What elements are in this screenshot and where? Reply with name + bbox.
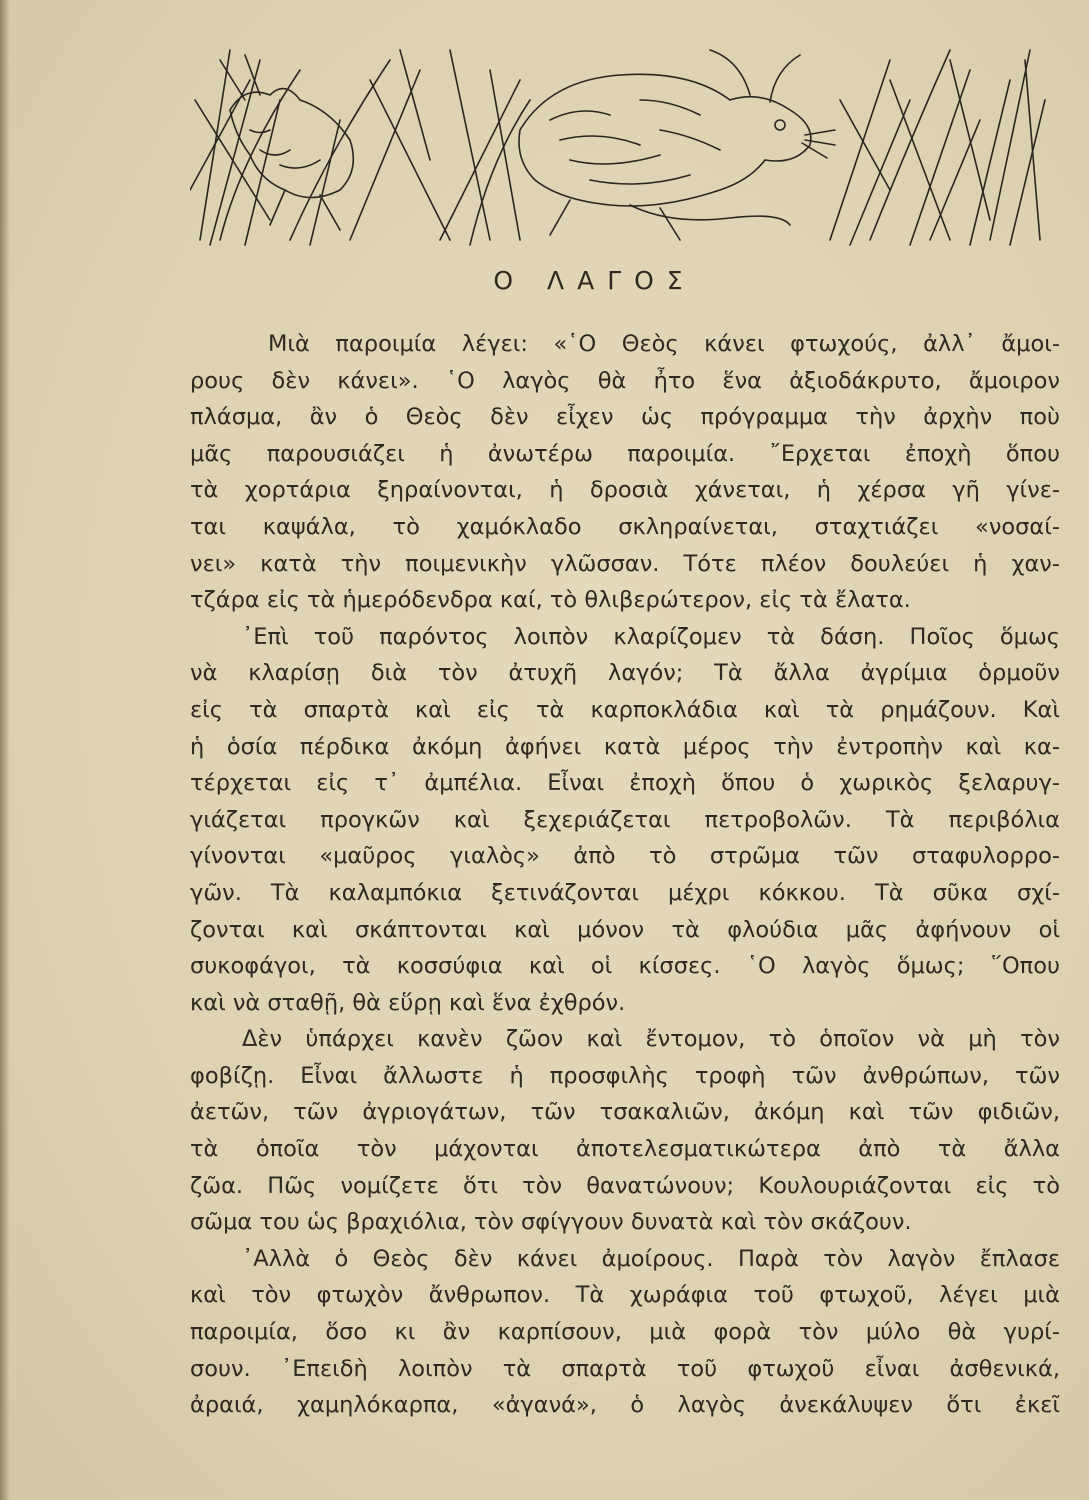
text-line: γίνονται «μαῦρος γιαλὸς» ἀπὸ τὸ στρῶμα τῶν σταφυλορρο-	[190, 843, 1060, 870]
text-line: τέρχεται εἰς τ᾽ ἀμπέλια. Εἶναι ἐποχὴ ὅπου ὁ χωρικὸς ξελαρυγ-	[190, 770, 1060, 797]
text-line: νει» κατὰ τὴν ποιμενικὴν γλῶσσαν. Τότε πλέον δουλεύει ἡ χαν-	[190, 550, 1060, 577]
text-line: ζῶα. Πῶς νομίζετε ὅτι τὸν θανατώνουν; Κουλουριάζονται εἰς τὸ	[190, 1172, 1060, 1199]
text-line: ζονται καὶ σκάπτονται καὶ μόνον τὰ φλούδια μᾶς ἀφήνουν οἱ	[190, 916, 1060, 943]
text-line: συκοφάγοι, τὰ κοσσύφια καὶ οἱ κίσσες. ῾Ο λαγὸς ὅμως; ῞Οπου	[190, 953, 1060, 980]
page-title: Ο ΛΑΓΟΣ	[493, 266, 696, 295]
text-line: σουν. ᾽Επειδὴ λοιπὸν τὰ σπαρτὰ τοῦ φτωχοῦ εἶναι ἀσθενικά,	[190, 1355, 1060, 1382]
text-line: τὰ χορτάρια ξηραίνονται, ἡ δροσιὰ χάνεται, ἡ χέρσα γῆ γίνε-	[190, 477, 1060, 504]
text-line: ᾽Επὶ τοῦ παρόντος λοιπὸν κλαρίζομεν τὰ δάση. Ποῖος ὅμως	[242, 623, 1060, 650]
text-line: καὶ νὰ σταθῇ, θὰ εὕρῃ καὶ ἕνα ἐχθρόν.	[190, 989, 626, 1016]
text-line: τὰ ὁποῖα τὸν μάχονται ἀποτελεσματικώτερα ἀπὸ τὰ ἄλλα	[190, 1136, 1060, 1163]
text-line: Δὲν ὑπάρχει κανὲν ζῶον καὶ ἔντομον, τὸ ὁποῖον νὰ μὴ τὸν	[242, 1026, 1060, 1053]
text-line: φοβίζῃ. Εἶναι ἄλλωστε ἡ προσφιλὴς τροφὴ τῶν ἀνθρώπων, τῶν	[190, 1062, 1060, 1089]
text-line: ἀετῶν, τῶν ἀγριογάτων, τῶν τσακαλιῶν, ἀκόμη καὶ τῶν φιδιῶν,	[190, 1099, 1060, 1126]
text-line: ἀραιά, χαμηλόκαρπα, «ἀγανά», ὁ λαγὸς ἀνεκάλυψεν ὅτι ἐκεῖ	[190, 1392, 1060, 1419]
text-line: καὶ τὸν φτωχὸν ἄνθρωπον. Τὰ χωράφια τοῦ φτωχοῦ, λέγει μιὰ	[190, 1282, 1060, 1309]
text-line: Μιὰ παροιμία λέγει: «῾Ο Θεὸς κάνει φτωχούς, ἀλλ᾽ ἄμοι-	[268, 331, 1060, 357]
text-line: ρους δὲν κάνει». ῾Ο λαγὸς θὰ ἦτο ἕνα ἀξιοδάκρυτο, ἄμοιρον	[190, 367, 1060, 394]
body-text	[190, 326, 1060, 1424]
text-line: πλάσμα, ἂν ὁ Θεὸς δὲν εἶχεν ὡς πρόγραμμα τὴν ἀρχὴν ποὺ	[190, 404, 1060, 431]
text-line: ἡ ὁσία πέρδικα ἀκόμη ἀφήνει κατὰ μέρος τὴν ἐντροπὴν καὶ κα-	[190, 733, 1060, 760]
text-line: εἰς τὰ σπαρτὰ καὶ εἰς τὰ καρποκλάδια καὶ τὰ ρημάζουν. Καὶ	[190, 696, 1060, 723]
text-line: γῶν. Τὰ καλαμπόκια ξετινάζονται μέχρι κόκκου. Τὰ σῦκα σχί-	[190, 879, 1060, 906]
text-line: ᾽Αλλὰ ὁ Θεὸς δὲν κάνει ἀμοίρους. Παρὰ τὸν λαγὸν ἔπλασε	[242, 1245, 1060, 1272]
hare-illustration	[190, 40, 1050, 250]
text-line: μᾶς παρουσιάζει ἡ ἀνωτέρω παροιμία. ῎Ερχεται ἐποχὴ ὅπου	[190, 440, 1060, 467]
text-line: γιάζεται προγκῶν καὶ ξεχεριάζεται πετροβολῶν. Τὰ περιβόλια	[190, 806, 1060, 833]
text-line: τζάρα εἰς τὰ ἡμερόδενδρα καί, τὸ θλιβερώτερον, εἰς τὰ ἔλατα.	[190, 587, 911, 614]
text-line: σῶμα του ὡς βραχιόλια, τὸν σφίγγουν δυνατὰ καὶ τὸν σκάζουν.	[190, 1209, 912, 1236]
text-line: νὰ κλαρίσῃ διὰ τὸν ἀτυχῆ λαγόν; Τὰ ἄλλα ἀγρίμια ὁρμοῦν	[190, 660, 1060, 687]
text-line: ται καψάλα, τὸ χαμόκλαδο σκληραίνεται, σταχτιάζει «νοσαί-	[190, 513, 1060, 540]
text-line: παροιμία, ὅσο κι ἂν καρπίσουν, μιὰ φορὰ τὸν μύλο θὰ γυρί-	[190, 1319, 1060, 1346]
